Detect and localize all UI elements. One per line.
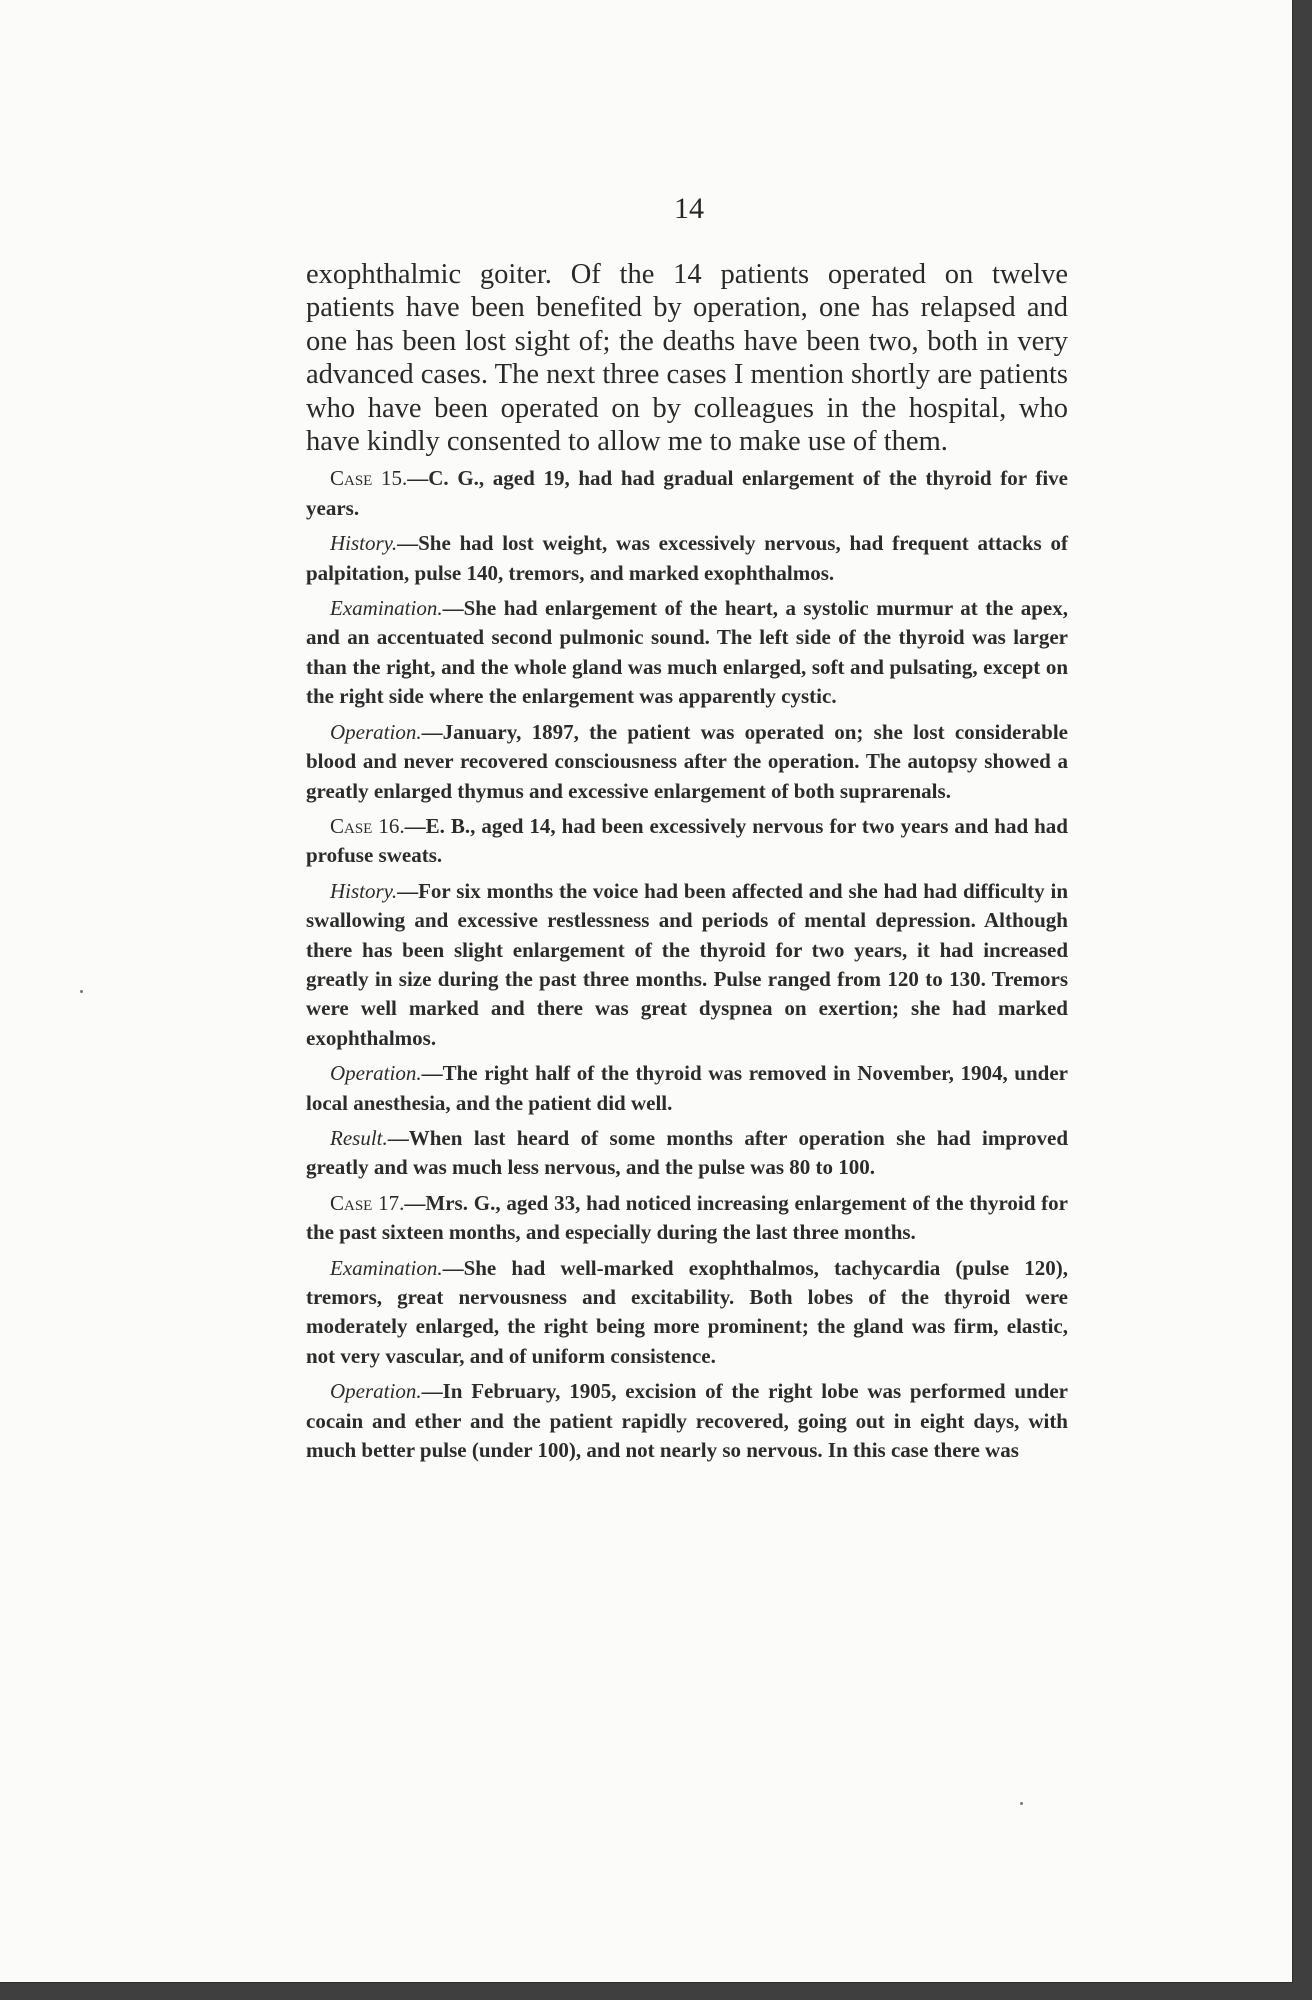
operation-text: —The right half of the thyroid was removed in November, 1904, under local anesthesia, and the patient did well. bbox=[306, 1061, 1068, 1115]
result-heading: Result. bbox=[330, 1125, 388, 1150]
result-text: —When last heard of some months after operation she had improved greatly and was much less nervous, and the pulse was 80 to 100. bbox=[306, 1125, 1068, 1180]
case-17-paragraph bbox=[306, 1189, 1068, 1248]
operation-text: —In February, 1905, excision of the right lobe was performed under cocain and ether and the patient rapidly recovered, going out in eight days, with much better pulse (under 100), and not nearly so nervous. In this case there was bbox=[306, 1379, 1068, 1463]
history-text: —For six months the voice had been affected and she had had difficulty in swallowing and excessive restlessness and periods of mental depression. Although there has been slight enlargement of the thyroid for two years, it had increased greatly in size during the past three months. Pulse ranged from 120 to 130. Tremors were well marked and there was great dyspnea on exertion; she had marked exophthalmos. bbox=[306, 878, 1068, 1050]
case-15-history-paragraph bbox=[306, 529, 1068, 588]
case-17-heading: Case 17. bbox=[330, 1190, 405, 1215]
operation-heading: Operation. bbox=[330, 1379, 422, 1404]
scan-edge-right bbox=[1293, 0, 1312, 2000]
case-16-operation-paragraph bbox=[306, 1059, 1068, 1118]
body-text bbox=[306, 258, 1068, 1471]
case-17-text: —Mrs. G., aged 33, had noticed increasing enlargement of the thyroid for the past sixteen months, and especially during the last three months. bbox=[306, 1190, 1068, 1245]
case-15-examination-paragraph bbox=[306, 594, 1068, 712]
operation-heading: Operation. bbox=[330, 1061, 422, 1086]
case-15-heading: Case 15. bbox=[330, 466, 408, 491]
page-number: 14 bbox=[674, 192, 704, 225]
case-16-paragraph bbox=[306, 812, 1068, 871]
case-15-text: —C. G., aged 19, had had gradual enlargement of the thyroid for five years. bbox=[306, 466, 1068, 520]
case-17-examination-paragraph bbox=[306, 1254, 1068, 1372]
intro-paragraph: exophthalmic goiter. Of the 14 patients operated on twelve patients have been benefited by operation, one has relapsed and one has been lost sight of; the deaths have been two, both in very advanced cases. The next three cases I mention shortly are patients who have been operated on by colleagues in the hospital, who have kindly consented to allow me to make use of them. bbox=[306, 259, 1068, 458]
examination-text: —She had enlargement of the heart, a systolic murmur at the apex, and an accentuated second pulmonic sound. The left side of the thyroid was larger than the right, and the whole gland was much enlarged, soft and pulsating, except on the right side where the enlargement was apparently cystic. bbox=[306, 596, 1068, 709]
case-15-operation-paragraph bbox=[306, 718, 1068, 806]
examination-heading: Examination. bbox=[330, 1255, 443, 1280]
case-16-text: —E. B., aged 14, had been excessively nervous for two years and had had profuse sweats. bbox=[306, 813, 1068, 868]
case-15-paragraph bbox=[306, 464, 1068, 523]
history-text: —She had lost weight, was excessively nervous, had frequent attacks of palpitation, pulse 140, tremors, and marked exophthalmos. bbox=[306, 531, 1068, 585]
scan-speck bbox=[1020, 1802, 1023, 1805]
case-17-operation-paragraph bbox=[306, 1377, 1068, 1465]
case-16-heading: Case 16. bbox=[330, 813, 405, 838]
examination-heading: Examination. bbox=[330, 596, 443, 621]
case-16-result-paragraph bbox=[306, 1124, 1068, 1183]
operation-text: —January, 1897, the patient was operated on; she lost considerable blood and never recovered consciousness after the operation. The autopsy showed a greatly enlarged thymus and excessive enlargement of both suprarenals. bbox=[306, 719, 1068, 803]
case-16-history-paragraph bbox=[306, 877, 1068, 1053]
scan-edge-bottom bbox=[0, 1983, 1312, 2000]
operation-heading: Operation. bbox=[330, 719, 422, 744]
history-heading: History. bbox=[330, 531, 398, 556]
scan-speck bbox=[80, 990, 83, 993]
history-heading: History. bbox=[330, 878, 398, 903]
examination-text: —She had well-marked exophthalmos, tachycardia (pulse 120), tremors, great nervousness and excitability. Both lobes of the thyroid were moderately enlarged, the right being more prominent; the gland was firm, elastic, not very vascular, and of uniform consistence. bbox=[306, 1255, 1068, 1368]
